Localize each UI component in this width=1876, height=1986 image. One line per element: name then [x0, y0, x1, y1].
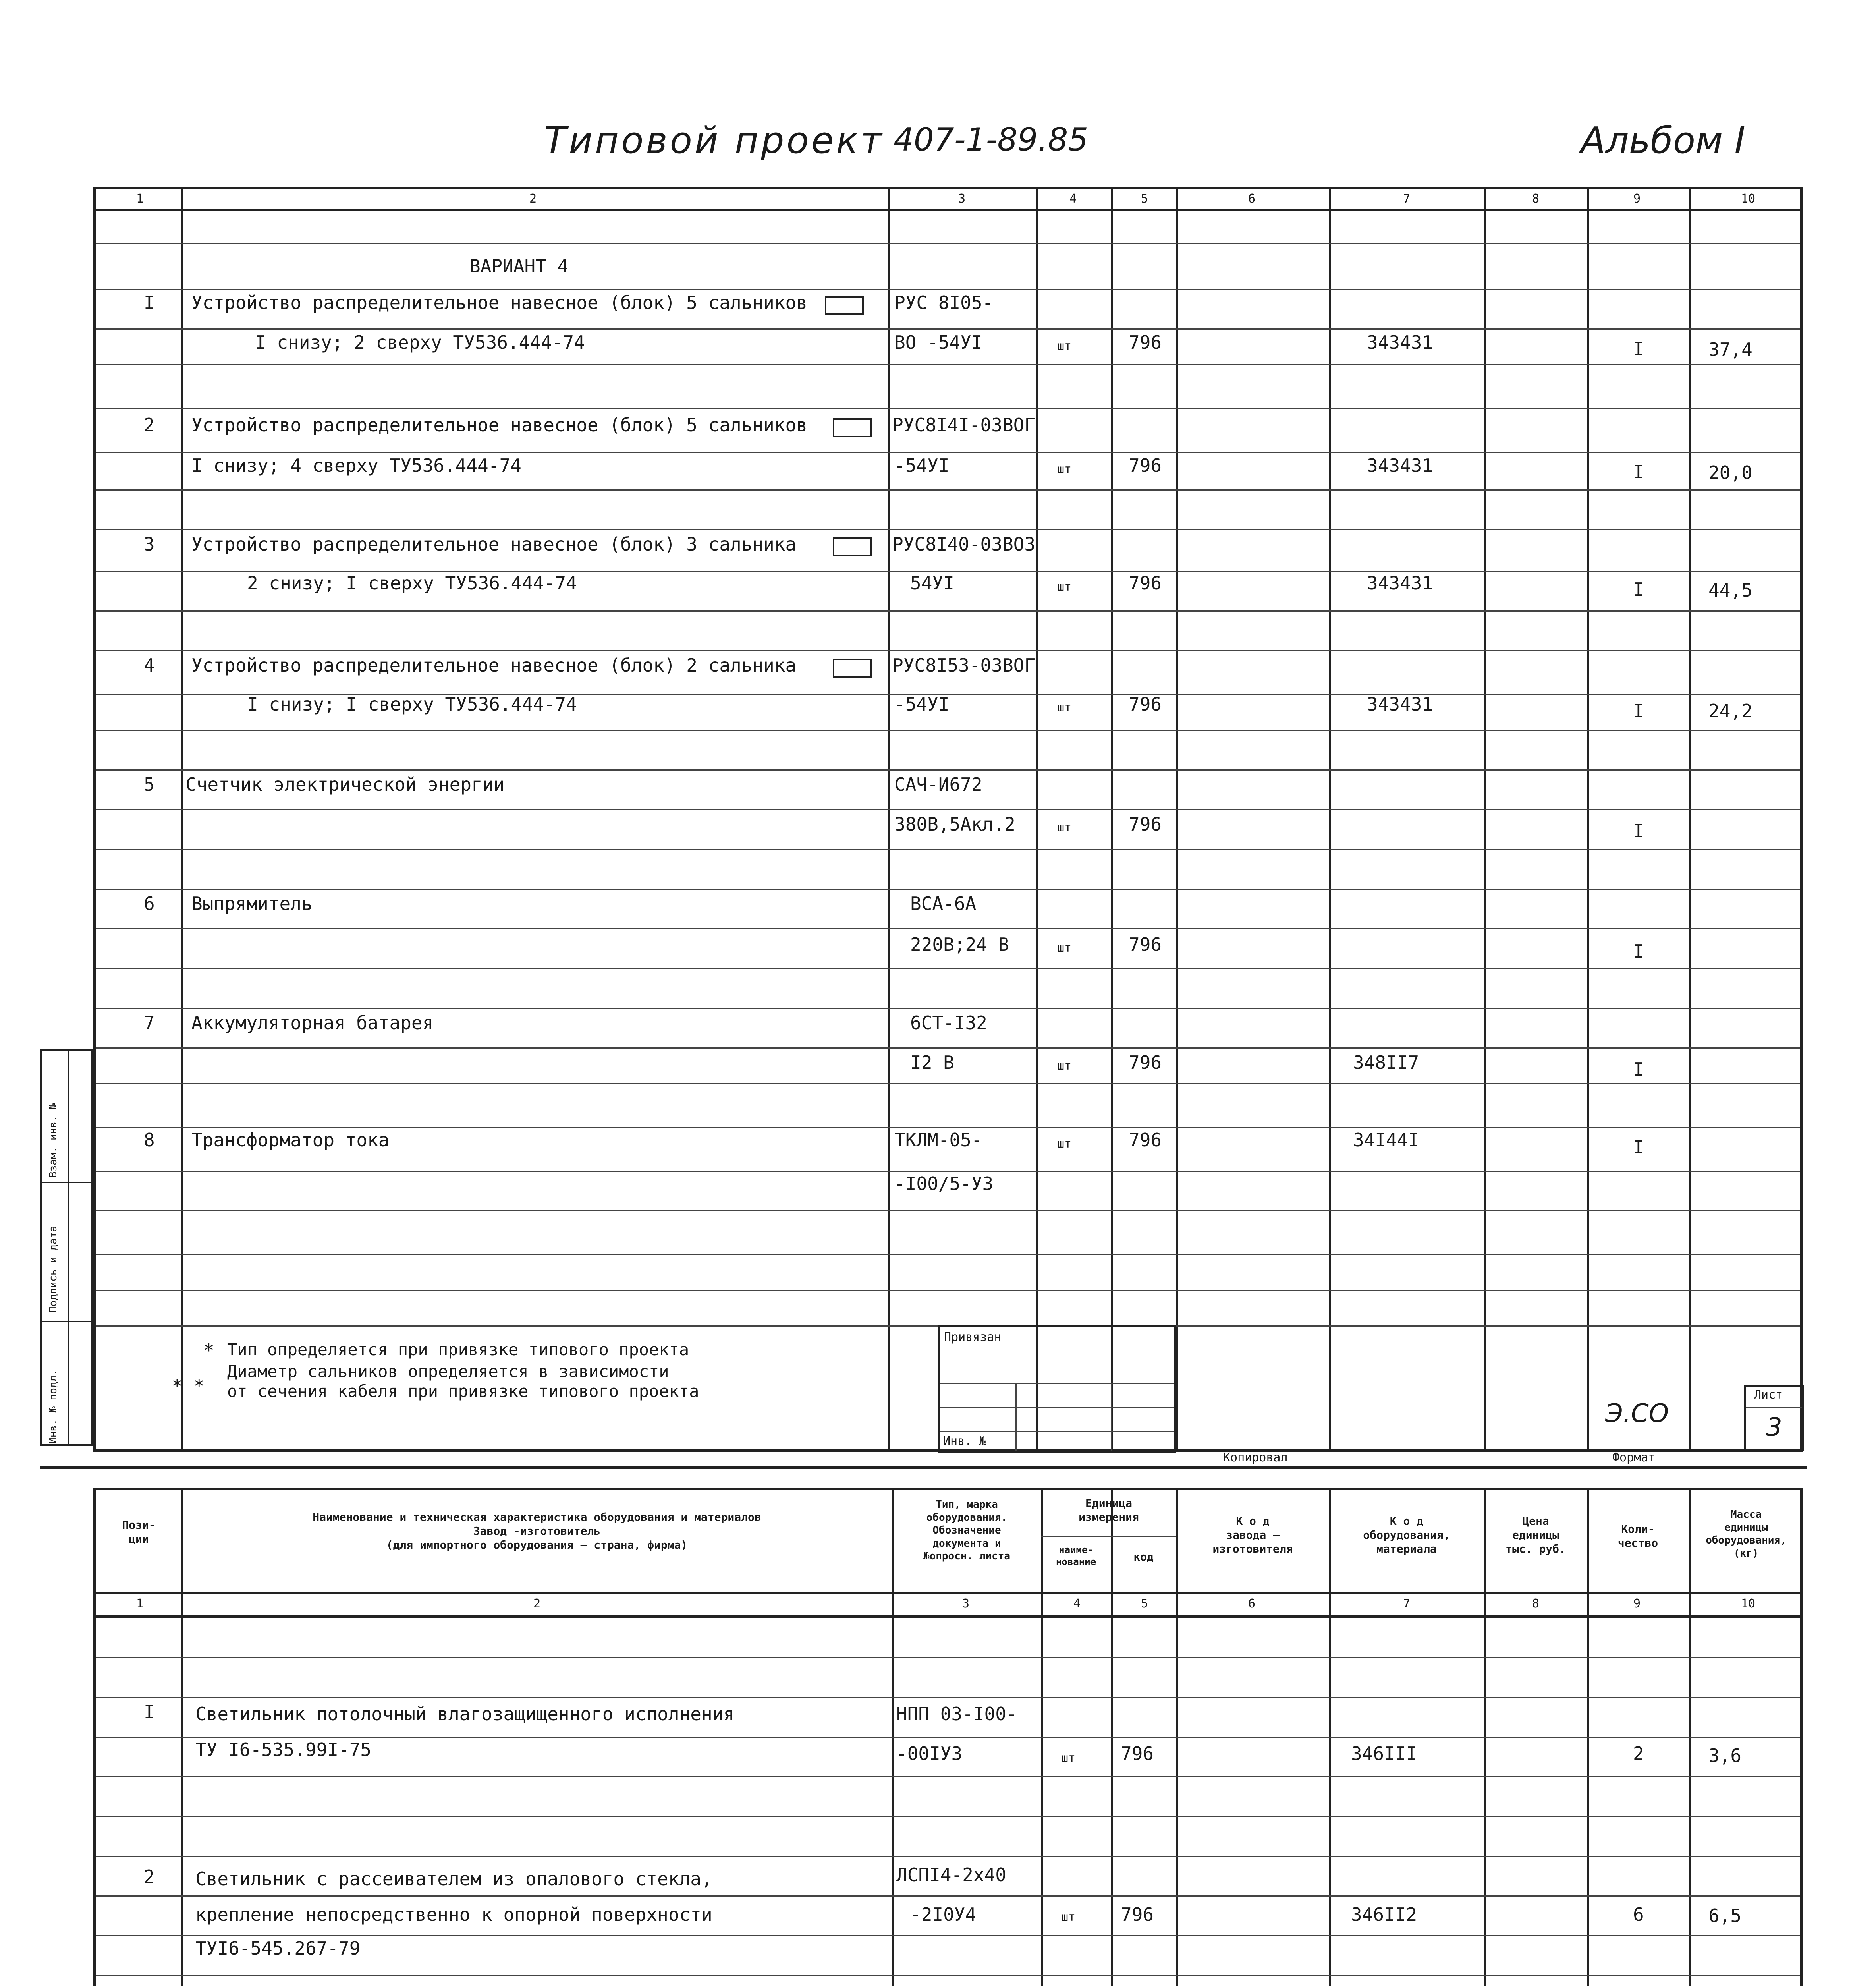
header-qty: Коли- чество — [1617, 1522, 1658, 1549]
side-label: Подпись и дата — [47, 1225, 59, 1313]
header-price: Цена единицы тыс. руб. — [1505, 1515, 1566, 1555]
row-qty: I — [1633, 1136, 1644, 1158]
row-type: РУС 8I05- — [894, 292, 994, 313]
row-name: Выпрямитель — [191, 893, 313, 914]
page-header-center: 407-1-89.85 — [894, 121, 1089, 158]
row-position: I — [144, 292, 155, 313]
footnote-1: Тип определяется при привязке типового проекта — [227, 1340, 689, 1359]
row-unit: шт — [1061, 1751, 1076, 1765]
row-qty: I — [1633, 941, 1644, 962]
row-mass: 3,6 — [1708, 1745, 1742, 1766]
row-qty: I — [1633, 1059, 1644, 1080]
col-number: 4 — [1073, 1597, 1081, 1611]
row-name: Трансформатор тока — [191, 1129, 390, 1151]
row-name: Светильник потолочный влагозащищенного исполнения — [195, 1703, 735, 1725]
top-side-stamp — [40, 1049, 93, 1446]
row-type: 380В,5Акл.2 — [894, 813, 1015, 835]
row-name: Аккумуляторная батарея — [191, 1012, 434, 1034]
row-name: ТУ I6-535.99I-75 — [195, 1739, 372, 1760]
row-type: ВСА-6А — [910, 893, 977, 914]
row-name: Устройство распределительное навесное (блок) 5 сальников — [191, 292, 807, 313]
header-unit-code: код — [1133, 1550, 1154, 1563]
row-okp: 346II2 — [1351, 1904, 1417, 1925]
list-number: 3 — [1766, 1413, 1782, 1442]
row-unit: шт — [1057, 1059, 1072, 1073]
col-number: 5 — [1141, 1597, 1148, 1611]
row-type: ТКЛМ-05- — [894, 1129, 982, 1151]
row-position: 2 — [144, 414, 155, 436]
list-box — [1744, 1385, 1804, 1451]
row-code: 796 — [1129, 694, 1162, 715]
seal-box-icon — [833, 418, 872, 437]
row-name: ТУI6-545.267-79 — [195, 1938, 361, 1959]
row-okp: 343431 — [1367, 332, 1433, 353]
header-type: Тип, марка оборудования. Обозначение документа и №опросн. листа — [923, 1499, 1011, 1562]
format-label: Формат — [1612, 1451, 1656, 1464]
row-qty: I — [1633, 700, 1644, 722]
col-number: 9 — [1633, 1597, 1641, 1611]
row-type: ЛСПI4-2х40 — [896, 1864, 1006, 1886]
row-okp: 343431 — [1367, 694, 1433, 715]
row-qty: I — [1633, 461, 1644, 483]
bottom-sheet — [93, 1488, 1803, 1986]
header-pos: Пози- ции — [122, 1518, 156, 1546]
row-mass: 44,5 — [1708, 580, 1752, 601]
col-number: 10 — [1741, 1597, 1756, 1611]
row-type: НПП 03-I00- — [896, 1703, 1017, 1725]
row-type: 6СТ-I32 — [910, 1012, 987, 1034]
row-position: 2 — [144, 1866, 155, 1887]
col-number: 8 — [1532, 192, 1540, 206]
footnote-star: * * — [172, 1376, 205, 1397]
row-mass: 24,2 — [1708, 700, 1752, 722]
row-qty: 6 — [1633, 1904, 1644, 1925]
row-name: I снизу; I сверху ТУ536.444-74 — [247, 694, 577, 715]
row-mass: 6,5 — [1708, 1905, 1742, 1926]
seal-box-icon — [825, 296, 864, 315]
row-unit: шт — [1057, 462, 1072, 476]
row-unit: шт — [1061, 1910, 1076, 1924]
col-number: 1 — [136, 192, 144, 206]
row-mass: 37,4 — [1708, 339, 1752, 360]
row-type: -2I0У4 — [910, 1904, 977, 1925]
row-name: I снизу; 2 сверху ТУ536.444-74 — [255, 332, 585, 353]
col-number: 3 — [958, 192, 966, 206]
header-unit-group: Единица измерения — [1079, 1497, 1139, 1524]
col-number: 7 — [1403, 1597, 1411, 1611]
row-qty: I — [1633, 338, 1644, 359]
row-name: Устройство распределительное навесное (блок) 5 сальников — [191, 414, 807, 436]
row-type: 54УI — [910, 572, 954, 594]
row-okp: 343431 — [1367, 455, 1433, 476]
row-okp: 343431 — [1367, 572, 1433, 594]
footnote-star: * — [203, 1340, 214, 1361]
row-type: -00IУ3 — [896, 1743, 963, 1764]
row-code: 796 — [1129, 1052, 1162, 1073]
row-code: 796 — [1129, 572, 1162, 594]
page-header-left: Типовой проект — [544, 119, 884, 162]
row-position: I — [144, 1701, 155, 1723]
row-type: РУС8I4I-03ВОГ — [892, 414, 1036, 436]
kopiroval-label: Копировал — [1223, 1451, 1288, 1464]
page-header-right: Альбом I — [1581, 119, 1745, 162]
row-name: I снизу; 4 сверху ТУ536.444-74 — [191, 455, 521, 476]
row-code: 796 — [1129, 1129, 1162, 1151]
row-position: 5 — [144, 774, 155, 795]
footnote-2b: от сечения кабеля при привязке типового проекта — [227, 1381, 699, 1401]
col-number: 5 — [1141, 192, 1148, 206]
row-unit: шт — [1057, 821, 1072, 835]
row-type: 220В;24 В — [910, 934, 1009, 955]
page-divider — [40, 1466, 1807, 1469]
row-name: крепление непосредственно к опорной поверхности — [195, 1904, 712, 1925]
row-name: Счетчик электрической энергии — [185, 774, 505, 795]
col-number: 3 — [962, 1597, 970, 1611]
row-code: 796 — [1129, 934, 1162, 955]
list-label: Лист — [1754, 1388, 1783, 1402]
row-code: 796 — [1129, 813, 1162, 835]
header-plant-code: К о д завода – изготовителя — [1212, 1515, 1293, 1555]
row-type: -I00/5-У3 — [894, 1173, 994, 1194]
privyazan-label: Привязан — [944, 1330, 1002, 1344]
col-number: 2 — [529, 192, 537, 206]
row-type: -54УI — [894, 694, 950, 715]
side-label: Инв. № подл. — [47, 1369, 59, 1444]
col-number: 6 — [1248, 1597, 1256, 1611]
row-type: САЧ-И672 — [894, 774, 982, 795]
sheet-code: Э.СО — [1605, 1399, 1669, 1428]
row-unit: шт — [1057, 701, 1072, 715]
row-position: 6 — [144, 893, 155, 914]
row-okp: 346III — [1351, 1743, 1417, 1764]
seal-box-icon — [833, 537, 872, 556]
row-code: 796 — [1121, 1743, 1154, 1764]
header-equip-code: К о д оборудования, материала — [1363, 1515, 1450, 1555]
col-number: 6 — [1248, 192, 1256, 206]
side-label: Взам. инв. № — [47, 1103, 59, 1178]
col-number: 7 — [1403, 192, 1411, 206]
col-number: 10 — [1741, 192, 1756, 206]
row-type: -54УI — [894, 455, 950, 476]
seal-box-icon — [833, 659, 872, 678]
col-number: 8 — [1532, 1597, 1540, 1611]
row-position: 7 — [144, 1012, 155, 1034]
privyazan-box — [938, 1325, 1176, 1453]
inv-no-label: Инв. № — [943, 1434, 986, 1448]
row-unit: шт — [1057, 1137, 1072, 1151]
col-number: 4 — [1069, 192, 1077, 206]
row-position: 3 — [144, 533, 155, 555]
header-mass: Масса единицы оборудования, (кг) — [1706, 1509, 1787, 1559]
row-unit: шт — [1057, 580, 1072, 594]
row-mass: 20,0 — [1708, 462, 1752, 483]
row-code: 796 — [1129, 332, 1162, 353]
row-position: 4 — [144, 655, 155, 676]
row-unit: шт — [1057, 941, 1072, 955]
col-number: 9 — [1633, 192, 1641, 206]
row-name: Устройство распределительное навесное (блок) 3 сальника — [191, 533, 797, 555]
col-number: 2 — [533, 1597, 541, 1611]
footnote-2a: Диаметр сальников определяется в зависимости — [227, 1362, 669, 1381]
row-qty: 2 — [1633, 1743, 1644, 1764]
header-unit-name: наиме- нование — [1056, 1544, 1096, 1567]
row-okp: 34I44I — [1353, 1129, 1419, 1151]
variant-title: ВАРИАНТ 4 — [469, 255, 569, 277]
row-type: I2 В — [910, 1052, 954, 1073]
row-position: 8 — [144, 1129, 155, 1151]
row-qty: I — [1633, 579, 1644, 600]
row-type: РУС8I53-03ВОГ — [892, 655, 1036, 676]
row-unit: шт — [1057, 339, 1072, 353]
header-name: Наименование и техническая характеристика оборудования и материалов Завод -изготовитель (для импортного оборудования — страна, фирма) — [313, 1511, 761, 1551]
row-name: Светильник с рассеивателем из опалового стекла, — [195, 1868, 712, 1889]
row-okp: 348II7 — [1353, 1052, 1419, 1073]
row-code: 796 — [1129, 455, 1162, 476]
row-code: 796 — [1121, 1904, 1154, 1925]
row-qty: I — [1633, 820, 1644, 842]
row-type: ВО -54УI — [894, 332, 982, 353]
row-type: РУС8I40-03ВОЗ — [892, 533, 1036, 555]
top-sheet — [93, 187, 1803, 1452]
row-name: 2 снизу; I сверху ТУ536.444-74 — [247, 572, 577, 594]
row-name: Устройство распределительное навесное (блок) 2 сальника — [191, 655, 797, 676]
col-number: 1 — [136, 1597, 144, 1611]
